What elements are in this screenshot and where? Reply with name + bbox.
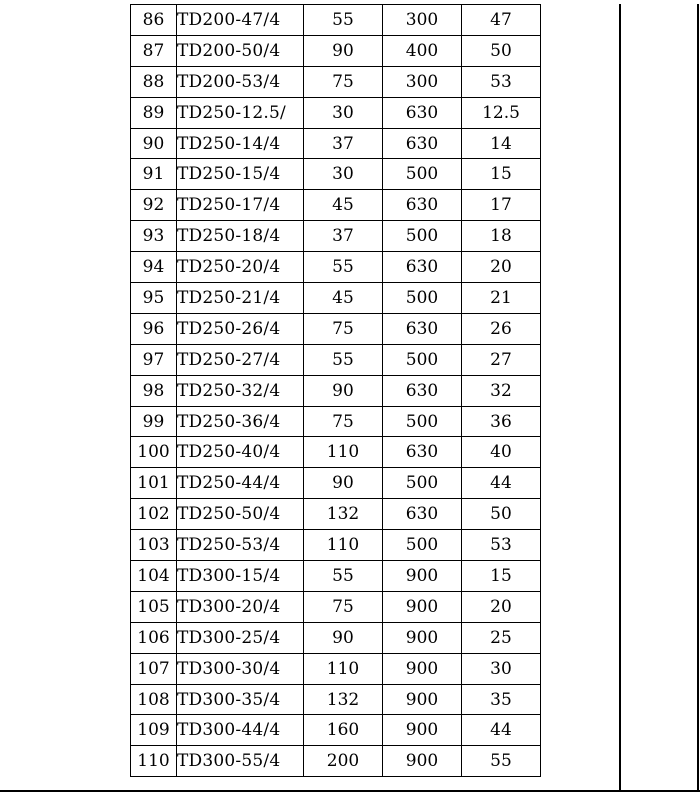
flow-cell: 500: [383, 406, 462, 437]
row-number-cell: 88: [131, 66, 177, 97]
head-cell: 53: [462, 66, 541, 97]
table-row: [131, 468, 541, 499]
table-row: [131, 97, 541, 128]
flow-cell: 630: [383, 252, 462, 283]
table-row: [131, 190, 541, 221]
row-number-cell: 103: [131, 530, 177, 561]
row-number-cell: 98: [131, 375, 177, 406]
table-row: [131, 406, 541, 437]
flow-cell: 500: [383, 159, 462, 190]
power-cell: 75: [304, 591, 383, 622]
power-cell: 110: [304, 530, 383, 561]
row-number-cell: 91: [131, 159, 177, 190]
model-cell: TD250-21/4: [177, 283, 304, 314]
flow-cell: 500: [383, 221, 462, 252]
model-cell: TD200-53/4: [177, 66, 304, 97]
flow-cell: 900: [383, 622, 462, 653]
page-bottom-rule: [0, 790, 700, 792]
power-cell: 132: [304, 684, 383, 715]
model-cell: TD300-44/4: [177, 715, 304, 746]
table-row: [131, 344, 541, 375]
table-row: [131, 530, 541, 561]
power-cell: 90: [304, 622, 383, 653]
model-cell: TD250-27/4: [177, 344, 304, 375]
head-cell: 44: [462, 715, 541, 746]
row-number-cell: 87: [131, 35, 177, 66]
row-number-cell: 105: [131, 591, 177, 622]
model-cell: TD300-55/4: [177, 746, 304, 777]
column-divider: [619, 4, 621, 790]
power-cell: 45: [304, 190, 383, 221]
power-cell: 90: [304, 35, 383, 66]
model-cell: TD250-50/4: [177, 499, 304, 530]
power-cell: 55: [304, 5, 383, 36]
row-number-cell: 93: [131, 221, 177, 252]
head-cell: 47: [462, 5, 541, 36]
power-cell: 90: [304, 468, 383, 499]
row-number-cell: 108: [131, 684, 177, 715]
flow-cell: 400: [383, 35, 462, 66]
row-number-cell: 86: [131, 5, 177, 36]
power-cell: 37: [304, 128, 383, 159]
model-cell: TD250-17/4: [177, 190, 304, 221]
table-row: [131, 35, 541, 66]
model-cell: TD250-53/4: [177, 530, 304, 561]
flow-cell: 630: [383, 190, 462, 221]
table-row: [131, 375, 541, 406]
head-cell: 36: [462, 406, 541, 437]
model-cell: TD250-15/4: [177, 159, 304, 190]
model-cell: TD250-18/4: [177, 221, 304, 252]
head-cell: 14: [462, 128, 541, 159]
model-cell: TD250-36/4: [177, 406, 304, 437]
table-row: [131, 715, 541, 746]
flow-cell: 630: [383, 375, 462, 406]
column-divider: [697, 4, 699, 790]
row-number-cell: 95: [131, 283, 177, 314]
row-number-cell: 110: [131, 746, 177, 777]
head-cell: 21: [462, 283, 541, 314]
power-cell: 132: [304, 499, 383, 530]
flow-cell: 500: [383, 344, 462, 375]
power-cell: 75: [304, 313, 383, 344]
flow-cell: 900: [383, 653, 462, 684]
head-cell: 12.5: [462, 97, 541, 128]
flow-cell: 300: [383, 66, 462, 97]
power-cell: 90: [304, 375, 383, 406]
table-row: [131, 159, 541, 190]
table-row: [131, 313, 541, 344]
power-cell: 75: [304, 66, 383, 97]
row-number-cell: 97: [131, 344, 177, 375]
head-cell: 20: [462, 591, 541, 622]
table-row: [131, 437, 541, 468]
power-cell: 55: [304, 561, 383, 592]
power-cell: 110: [304, 437, 383, 468]
table-row: [131, 622, 541, 653]
head-cell: 30: [462, 653, 541, 684]
head-cell: 27: [462, 344, 541, 375]
table-row: [131, 653, 541, 684]
model-cell: TD250-40/4: [177, 437, 304, 468]
flow-cell: 630: [383, 97, 462, 128]
table-row: [131, 128, 541, 159]
model-cell: TD250-12.5/: [177, 97, 304, 128]
row-number-cell: 92: [131, 190, 177, 221]
head-cell: 18: [462, 221, 541, 252]
power-cell: 200: [304, 746, 383, 777]
model-cell: TD300-30/4: [177, 653, 304, 684]
power-cell: 30: [304, 159, 383, 190]
flow-cell: 300: [383, 5, 462, 36]
flow-cell: 900: [383, 684, 462, 715]
row-number-cell: 104: [131, 561, 177, 592]
head-cell: 32: [462, 375, 541, 406]
power-cell: 45: [304, 283, 383, 314]
row-number-cell: 89: [131, 97, 177, 128]
table-row: [131, 66, 541, 97]
pump-spec-table: [130, 4, 541, 777]
row-number-cell: 100: [131, 437, 177, 468]
flow-cell: 900: [383, 715, 462, 746]
model-cell: TD200-47/4: [177, 5, 304, 36]
model-cell: TD300-15/4: [177, 561, 304, 592]
head-cell: 26: [462, 313, 541, 344]
row-number-cell: 102: [131, 499, 177, 530]
table-body: [131, 5, 541, 777]
head-cell: 17: [462, 190, 541, 221]
row-number-cell: 106: [131, 622, 177, 653]
row-number-cell: 101: [131, 468, 177, 499]
head-cell: 53: [462, 530, 541, 561]
flow-cell: 900: [383, 746, 462, 777]
model-cell: TD250-14/4: [177, 128, 304, 159]
power-cell: 55: [304, 344, 383, 375]
flow-cell: 630: [383, 128, 462, 159]
model-cell: TD250-20/4: [177, 252, 304, 283]
flow-cell: 630: [383, 313, 462, 344]
power-cell: 55: [304, 252, 383, 283]
row-number-cell: 96: [131, 313, 177, 344]
flow-cell: 500: [383, 283, 462, 314]
power-cell: 30: [304, 97, 383, 128]
model-cell: TD300-35/4: [177, 684, 304, 715]
table-row: [131, 684, 541, 715]
head-cell: 25: [462, 622, 541, 653]
model-cell: TD300-20/4: [177, 591, 304, 622]
head-cell: 44: [462, 468, 541, 499]
flow-cell: 630: [383, 437, 462, 468]
row-number-cell: 99: [131, 406, 177, 437]
model-cell: TD200-50/4: [177, 35, 304, 66]
row-number-cell: 109: [131, 715, 177, 746]
table-row: [131, 5, 541, 36]
head-cell: 40: [462, 437, 541, 468]
head-cell: 55: [462, 746, 541, 777]
model-cell: TD250-26/4: [177, 313, 304, 344]
table-row: [131, 252, 541, 283]
power-cell: 160: [304, 715, 383, 746]
table-row: [131, 591, 541, 622]
table-row: [131, 561, 541, 592]
table-row: [131, 283, 541, 314]
table-row: [131, 221, 541, 252]
head-cell: 50: [462, 35, 541, 66]
power-cell: 75: [304, 406, 383, 437]
head-cell: 35: [462, 684, 541, 715]
flow-cell: 500: [383, 530, 462, 561]
table-row: [131, 499, 541, 530]
model-cell: TD250-32/4: [177, 375, 304, 406]
row-number-cell: 107: [131, 653, 177, 684]
head-cell: 15: [462, 561, 541, 592]
flow-cell: 900: [383, 591, 462, 622]
flow-cell: 900: [383, 561, 462, 592]
row-number-cell: 94: [131, 252, 177, 283]
power-cell: 37: [304, 221, 383, 252]
head-cell: 15: [462, 159, 541, 190]
model-cell: TD250-44/4: [177, 468, 304, 499]
flow-cell: 500: [383, 468, 462, 499]
table-row: [131, 746, 541, 777]
model-cell: TD300-25/4: [177, 622, 304, 653]
flow-cell: 630: [383, 499, 462, 530]
row-number-cell: 90: [131, 128, 177, 159]
head-cell: 50: [462, 499, 541, 530]
power-cell: 110: [304, 653, 383, 684]
head-cell: 20: [462, 252, 541, 283]
